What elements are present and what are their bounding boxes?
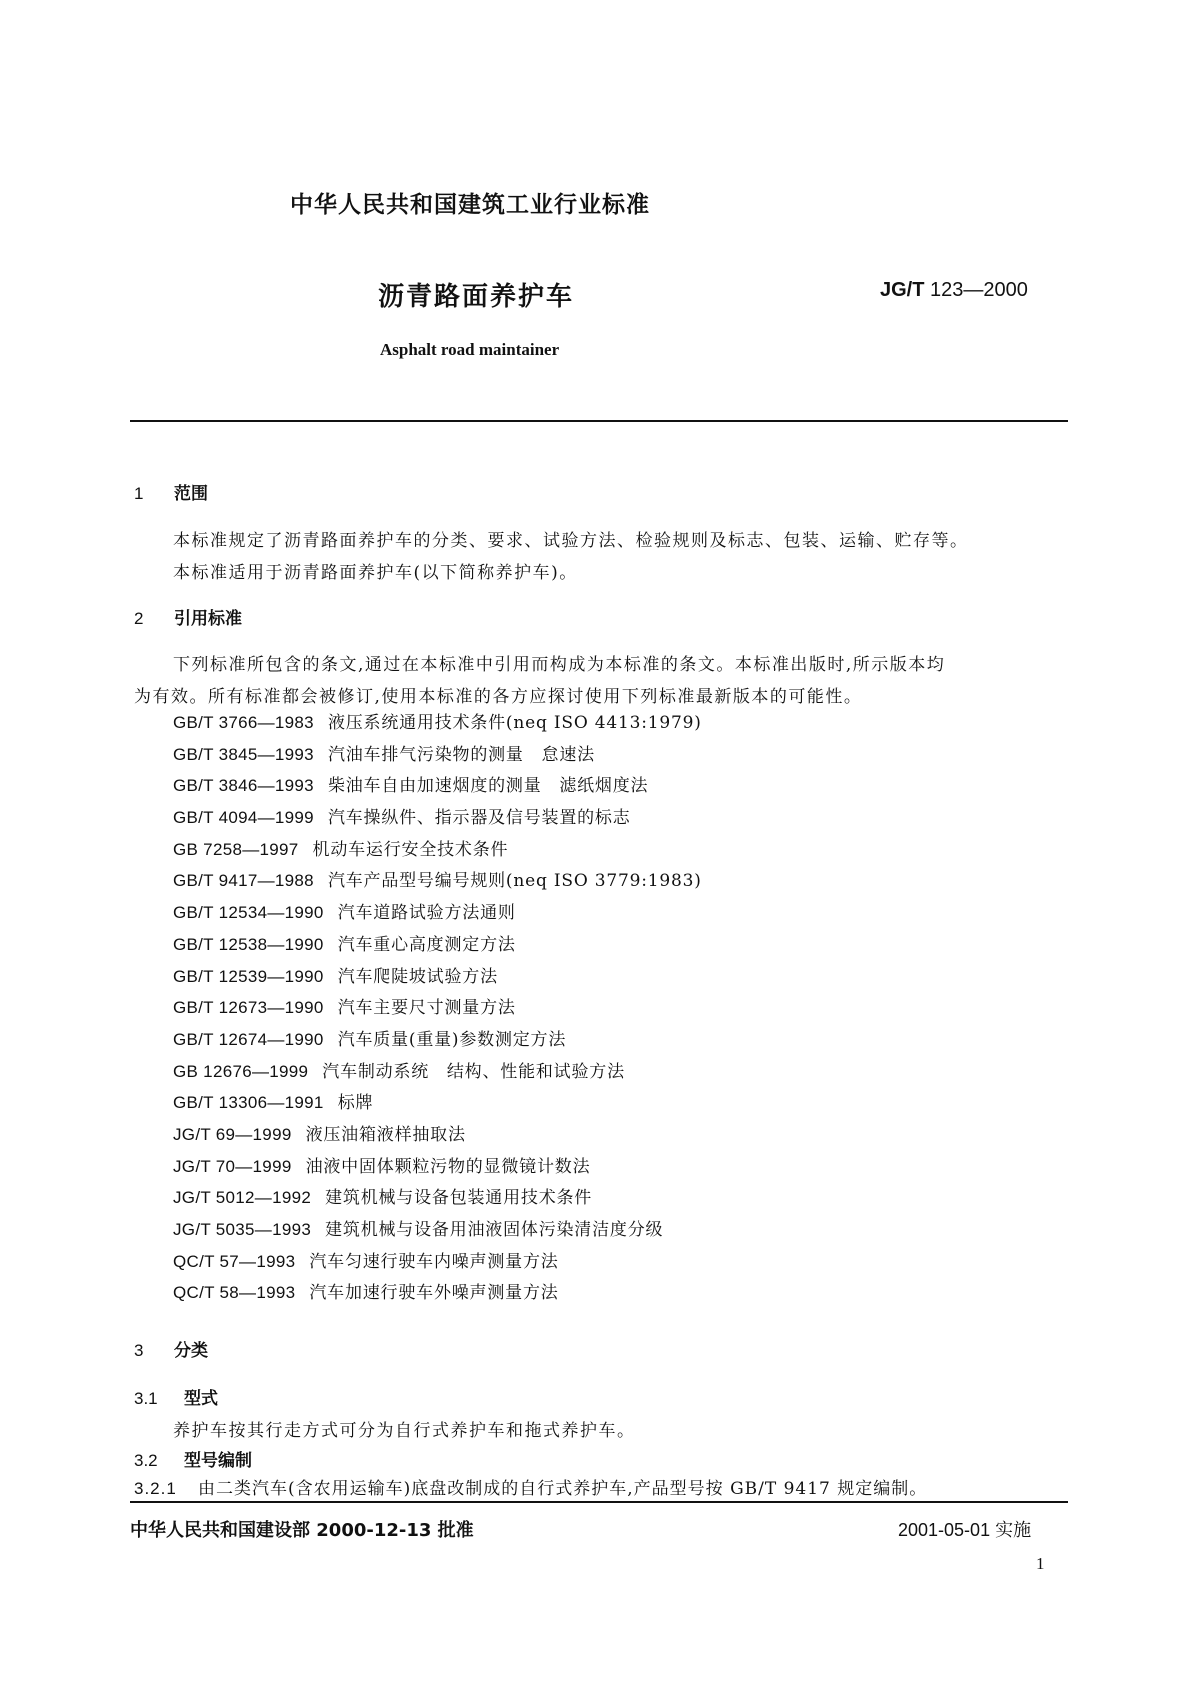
ref-code: GB/T 12673—1990 — [173, 998, 324, 1018]
list-item — [173, 1277, 702, 1309]
ref-title: 汽车质量(重量)参数测定方法 — [337, 1029, 567, 1050]
list-item — [173, 1246, 702, 1278]
subsection-3-1-text: 养护车按其行走方式可分为自行式养护车和拖式养护车。 — [173, 1421, 636, 1441]
section-number: 2 — [134, 609, 144, 628]
subsection-body: 由二类汽车(含农用运输车)底盘改制成的自行式养护车,产品型号按 GB/T 9417 规定编制。 — [198, 1479, 928, 1499]
subsection-title: 型式 — [184, 1389, 218, 1409]
subsection-3-2-1-text — [134, 1474, 927, 1499]
ref-title: 汽车加速行驶车外噪声测量方法 — [309, 1283, 559, 1304]
standard-body-title: 中华人民共和国建筑工业行业标准 — [290, 192, 650, 218]
ref-code: QC/T 57—1993 — [173, 1251, 296, 1271]
implementation-date: 2001-05-01 实施 — [898, 1520, 1032, 1540]
subsection-number: 3.2 — [134, 1451, 158, 1470]
ref-title: 汽车爬陡坡试验方法 — [337, 966, 498, 987]
standard-code-number: 123—2000 — [930, 279, 1028, 301]
approval-line: 中华人民共和国建设部 2000-12-13 批准 — [130, 1520, 474, 1541]
ref-title: 汽车操纵件、指示器及信号装置的标志 — [327, 808, 631, 829]
ref-code: GB/T 3766—1983 — [173, 713, 314, 732]
ref-title: 汽车制动系统 结构、性能和试验方法 — [322, 1061, 625, 1082]
ref-title: 机动车运行安全技术条件 — [312, 839, 509, 860]
ref-title: 汽车产品型号编号规则(neq ISO 3779:1983) — [327, 871, 702, 892]
section-3-heading — [134, 1336, 208, 1361]
ref-title: 汽车重心高度测定方法 — [337, 934, 516, 955]
list-item — [173, 961, 702, 993]
ref-title: 标牌 — [337, 1093, 374, 1114]
subsection-title: 型号编制 — [184, 1451, 252, 1471]
list-item — [173, 992, 702, 1024]
list-item — [173, 802, 702, 834]
ref-code: JG/T 69—1999 — [173, 1124, 292, 1144]
list-item — [173, 739, 702, 771]
section-title: 分类 — [174, 1341, 208, 1361]
ref-code: JG/T 5035—1993 — [173, 1220, 312, 1239]
section-1-paragraph-2: 本标准适用于沥青路面养护车(以下简称养护车)。 — [173, 563, 578, 583]
list-item — [173, 1119, 702, 1151]
subsection-3-2-heading — [134, 1446, 252, 1471]
ref-code: GB 12676—1999 — [173, 1061, 309, 1081]
document-title: 沥青路面养护车 — [378, 282, 575, 312]
list-item — [173, 1087, 702, 1119]
subsection-number: 3.1 — [134, 1389, 158, 1408]
page-number: 1 — [1036, 1554, 1045, 1573]
section-2-intro-line-1: 下列标准所包含的条文,通过在本标准中引用而构成为本标准的条文。本标准出版时,所示版本均 — [173, 655, 946, 675]
list-item — [173, 897, 702, 929]
ref-code: GB 7258—1997 — [173, 839, 299, 859]
ref-code: GB/T 3845—1993 — [173, 744, 314, 764]
ref-code: JG/T 70—1999 — [173, 1156, 292, 1176]
document-title-english: Asphalt road maintainer — [380, 340, 560, 359]
footer-divider — [130, 1501, 1068, 1503]
ref-code: JG/T 5012—1992 — [173, 1188, 312, 1208]
ref-title: 建筑机械与设备包装通用技术条件 — [325, 1188, 593, 1209]
ref-code: GB/T 4094—1999 — [173, 808, 314, 828]
ref-code: GB/T 12539—1990 — [173, 966, 324, 986]
ref-title: 汽油车排气污染物的测量 怠速法 — [327, 744, 595, 765]
standard-code-prefix: JG/T — [880, 279, 925, 301]
ref-title: 液压油箱液样抽取法 — [305, 1124, 466, 1145]
section-1-paragraph-1: 本标准规定了沥青路面养护车的分类、要求、试验方法、检验规则及标志、包装、运输、贮存等。 — [173, 531, 969, 551]
list-item — [173, 834, 702, 866]
list-item — [173, 770, 702, 802]
ref-title: 液压系统通用技术条件(neq ISO 4413:1979) — [327, 713, 702, 733]
section-1-heading — [134, 479, 208, 504]
list-item — [173, 1214, 702, 1246]
list-item — [173, 1024, 702, 1056]
list-item — [173, 929, 702, 961]
list-item — [173, 1056, 702, 1088]
ref-title: 汽车主要尺寸测量方法 — [337, 998, 516, 1019]
list-item — [173, 707, 702, 739]
standard-code — [880, 279, 1028, 302]
ref-title: 汽车匀速行驶车内噪声测量方法 — [309, 1251, 559, 1272]
ref-title: 建筑机械与设备用油液固体污染清洁度分级 — [325, 1220, 664, 1240]
subsection-number: 3.2.1 — [134, 1479, 177, 1498]
section-title: 范围 — [174, 484, 208, 504]
ref-code: GB/T 13306—1991 — [173, 1093, 324, 1113]
subsection-3-1-heading — [134, 1384, 218, 1409]
referenced-standards-list — [173, 707, 702, 1309]
section-2-intro-line-2: 为有效。所有标准都会被修订,使用本标准的各方应探讨使用下列标准最新版本的可能性。 — [134, 687, 863, 707]
list-item — [173, 1151, 702, 1183]
section-2-heading — [134, 604, 242, 629]
ref-code: QC/T 58—1993 — [173, 1283, 296, 1303]
section-number: 1 — [134, 484, 144, 503]
ref-code: GB/T 12534—1990 — [173, 903, 324, 923]
ref-title: 汽车道路试验方法通则 — [337, 903, 516, 924]
ref-code: GB/T 12538—1990 — [173, 934, 324, 954]
ref-code: GB/T 12674—1990 — [173, 1029, 324, 1049]
ref-title: 柴油车自由加速烟度的测量 滤纸烟度法 — [327, 776, 649, 797]
section-title: 引用标准 — [174, 609, 242, 629]
ref-code: GB/T 9417—1988 — [173, 871, 314, 891]
header-divider — [130, 420, 1068, 422]
section-number: 3 — [134, 1341, 144, 1360]
list-item — [173, 865, 702, 897]
ref-code: GB/T 3846—1993 — [173, 776, 314, 796]
list-item — [173, 1182, 702, 1214]
ref-title: 油液中固体颗粒污物的显微镜计数法 — [305, 1156, 591, 1177]
